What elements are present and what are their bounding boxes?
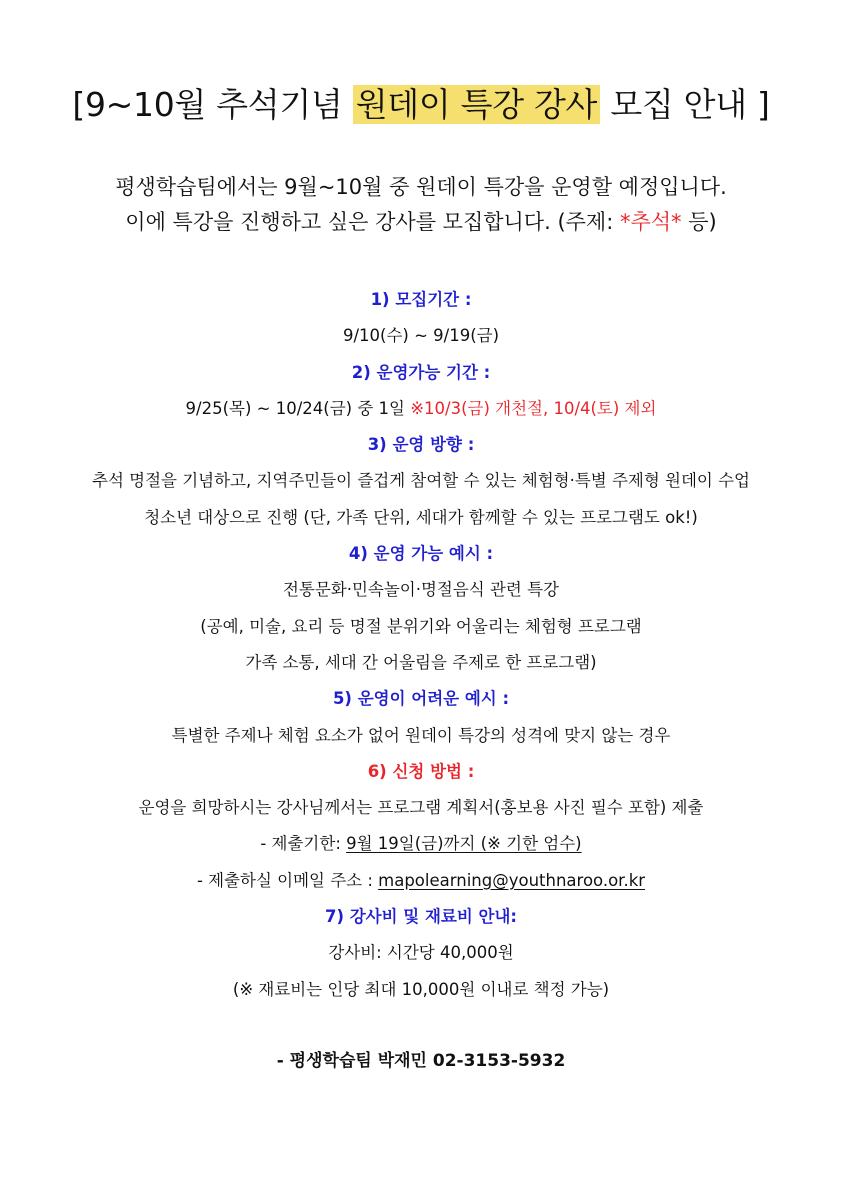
examples-line-1: 전통문화·민속놀이·명절음식 관련 특강 (282, 580, 559, 600)
section-heading-operating-period: 2) 운영가능 기간 : (351, 362, 491, 382)
deadline-label: - 제출기한: (260, 834, 347, 854)
notice-body (0, 282, 842, 1008)
application-line-1: 운영을 희망하시는 강사님께서는 프로그램 계획서(홍보용 사진 필수 포함) 제출 (138, 798, 704, 818)
holiday-exclusion-note: ※10/3(금) 개천절, 10/4(토) 제외 (410, 398, 657, 418)
section-heading-application: 6) 신청 방법 : (367, 761, 475, 781)
email-link[interactable]: mapolearning@youthnaroo.or.kr (378, 870, 646, 890)
examples-line-3: 가족 소통, 세대 간 어울림을 주제로 한 프로그램) (245, 652, 597, 672)
email-label: - 제출하실 이메일 주소 : (196, 870, 379, 890)
deadline-value: 9월 19일(금)까지 (※ 기한 엄수) (346, 834, 582, 854)
page-title (0, 80, 842, 130)
intro-line-2 (0, 205, 842, 240)
section-heading-unsuitable: 5) 운영이 어려운 예시 : (332, 689, 510, 709)
section-heading-examples: 4) 운영 가능 예시 : (348, 544, 494, 564)
title-suffix: 모집 안내 ] (600, 85, 770, 124)
direction-line-1: 추석 명절을 기념하고, 지역주민들이 즐겁게 참여할 수 있는 체험형·특별 주제형 원데이 수업 (92, 471, 750, 491)
recruit-period-text: 9/10(수) ~ 9/19(금) (342, 326, 500, 346)
intro-line-1: 평생학습팀에서는 9월~10월 중 원데이 특강을 운영할 예정입니다. (115, 175, 727, 199)
intro-line-2-prefix: 이에 특강을 진행하고 싶은 강사를 모집합니다. (주제: (125, 210, 620, 234)
intro-line-2-suffix: 등) (681, 210, 717, 234)
operating-period-line (0, 391, 842, 427)
instructor-fee-text: 강사비: 시간당 40,000원 (328, 943, 514, 963)
topic-highlight: *추석* (619, 210, 682, 234)
direction-line-2: 청소년 대상으로 진행 (단, 가족 단위, 세대가 함께할 수 있는 프로그램도 ok!) (144, 507, 698, 527)
operating-period-text: 9/25(목) ~ 10/24(금) 중 1일 (185, 398, 411, 418)
title-highlight: 원데이 특강 강사 (353, 85, 600, 124)
contact-footer: - 평생학습팀 박재민 02-3153-5932 (276, 1051, 566, 1071)
intro-paragraph (0, 170, 842, 240)
section-heading-fees: 7) 강사비 및 재료비 안내: (324, 907, 518, 927)
examples-line-2: (공예, 미술, 요리 등 명절 분위기와 어울리는 체험형 프로그램 (200, 616, 642, 636)
unsuitable-text: 특별한 주제나 체험 요소가 없어 원데이 특강의 성격에 맞지 않는 경우 (171, 725, 671, 745)
email-line (0, 863, 842, 899)
section-heading-direction: 3) 운영 방향 : (367, 435, 475, 455)
deadline-line (0, 826, 842, 862)
title-prefix: [9~10월 추석기념 (72, 85, 353, 124)
section-heading-recruit-period: 1) 모집기간 : (370, 290, 472, 309)
material-fee-text: (※ 재료비는 인당 최대 10,000원 이내로 책정 가능) (232, 979, 610, 999)
